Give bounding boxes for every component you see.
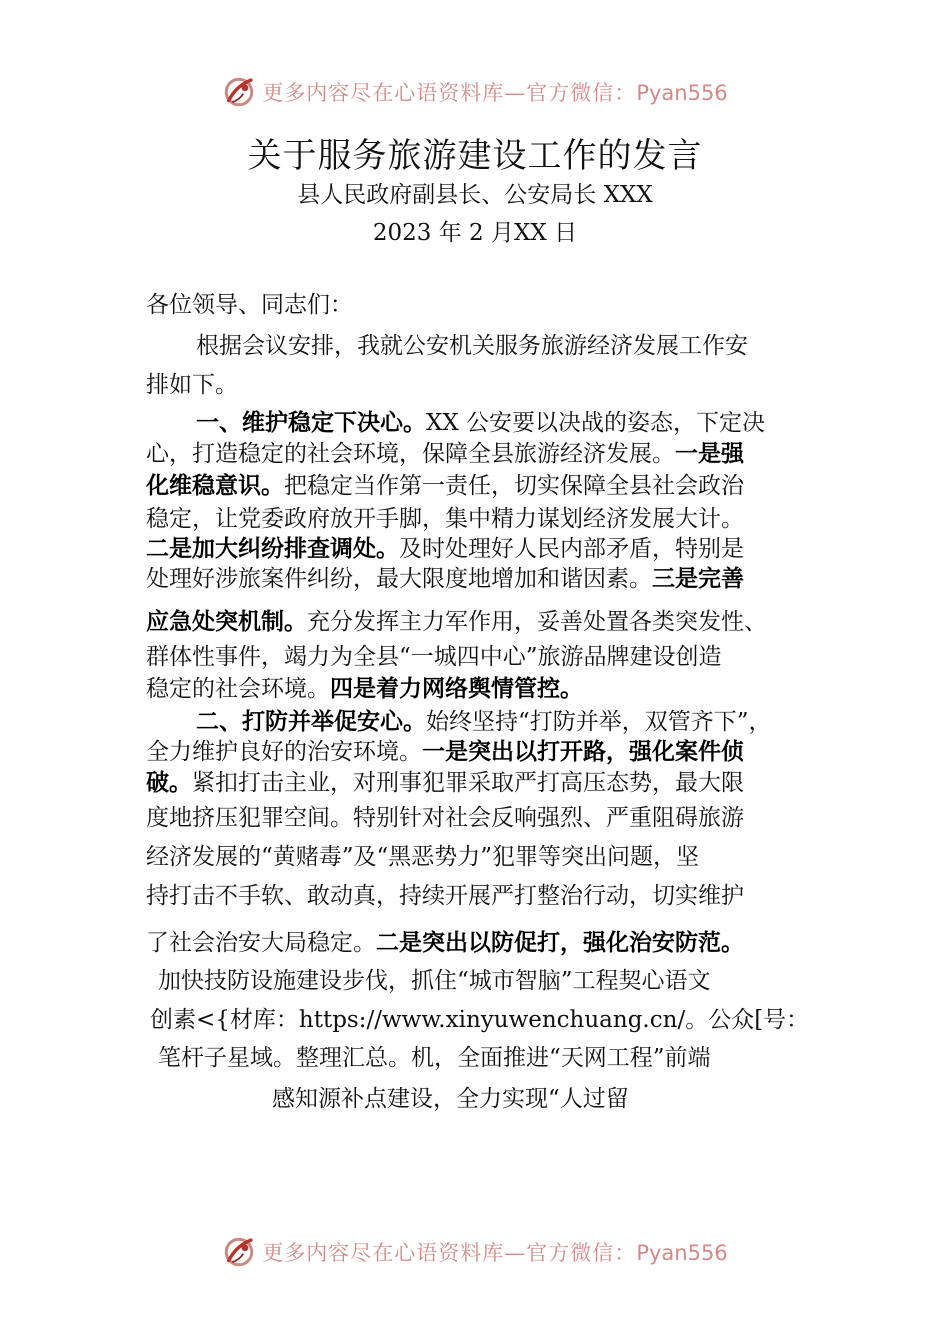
text-run: 及时处理好人民内部矛盾，特别是 [399,536,744,562]
watermark-header [0,72,950,112]
text-run: 排如下。 [146,372,238,398]
body-line [158,1046,711,1071]
bold-text-run: 二是突出以防促打，强化治安防范。 [376,930,744,956]
text-run: 经济发展的“黄赌毒”及“黑恶势力”犯罪等突出问题，坚 [146,844,700,870]
body-line [146,931,744,956]
body-line [146,474,744,499]
text-run: 了社会治安大局稳定。 [146,930,376,956]
bold-text-run: 一、维护稳定下决心。 [196,410,426,436]
watermark-text: 更多内容尽在心语资料库—官方微信：Pyan556 [262,81,728,105]
bold-text-run: 四是着力网络舆情管控。 [330,676,583,702]
date-line: 2023 年 2 月XX 日 [372,220,578,246]
body-line [196,411,765,436]
body-line [146,442,744,467]
text-run: XX 公安要以决战的姿态，下定决 [426,410,766,436]
body-line [146,373,238,398]
body-line [146,740,744,765]
bold-text-run: 二、打防并举促安心。 [196,709,426,735]
watermark-footer [0,1232,950,1272]
body-line [146,537,744,562]
body-line [146,884,744,909]
text-run: 持打击不手软、敢动真，持续开展严打整治行动，切实维护 [146,883,744,909]
body-line [146,845,699,870]
text-run: 稳定的社会环境。 [146,676,330,702]
body-line [146,567,744,592]
body-line [146,645,722,670]
text-run: 全力维护良好的治安环境。 [146,739,422,765]
body-line [146,610,767,635]
text-run: 充分发挥主力军作用，妥善处置各类突发性、 [307,609,767,635]
text-run: 群体性事件，竭力为全县“一城四中心”旅游品牌建设创造 [146,644,722,670]
body-line [272,1087,629,1112]
body-line [196,334,748,359]
brush-circle-logo-icon [222,1235,256,1269]
greeting: 各位领导、同志们： [146,292,353,318]
body-line [146,677,583,702]
body-line [146,806,744,831]
bold-text-run: 三是完善 [652,566,744,592]
watermark-code: Pyan556 [636,1241,728,1265]
body-line [146,507,744,532]
body-line [150,1008,809,1033]
bold-text-run: 应急处突机制。 [146,609,307,635]
document-title: 关于服务旅游建设工作的发言 [247,136,703,176]
text-run: 心，打造稳定的社会环境，保障全县旅游经济发展。 [146,441,675,467]
bold-text-run: 化维稳意识。 [146,473,284,499]
speaker-line: 县人民政府副县长、公安局长 XXX [297,182,653,208]
bold-text-run: 一是突出以打开路，强化案件侦 [422,739,744,765]
bold-text-run: 二是加大纠纷排查调处。 [146,536,399,562]
body-line [196,710,772,735]
text-run: 笔杆子星域。整理汇总。机，全面推进“天网工程”前端 [158,1045,711,1071]
text-run: 度地挤压犯罪空间。特别针对社会反响强烈、严重阻碍旅游 [146,805,744,831]
watermark-code: Pyan556 [636,81,728,105]
text-run: 稳定，让党委政府放开手脚，集中精力谋划经济发展大计。 [146,506,744,532]
text-run: 加快技防设施建设步伐，抓住“城市智脑”工程契心语文 [158,968,711,994]
text-run: 感知源补点建设，全力实现“人过留 [272,1086,629,1112]
body-line [146,771,744,796]
text-run: 始终坚持“打防并举，双管齐下”， [426,709,772,735]
text-run: 处理好涉旅案件纠纷，最大限度地增加和谐因素。 [146,566,652,592]
bold-text-run: 一是强 [675,441,744,467]
text-run: 紧扣打击主业，对刑事犯罪采取严打高压态势，最大限 [192,770,744,796]
text-run: 创素<{材库：https://www.xinyuwenchuang.cn/。公众[号： [150,1007,810,1033]
watermark-text: 更多内容尽在心语资料库—官方微信：Pyan556 [262,1241,728,1265]
body-line [158,969,711,994]
text-run: 把稳定当作第一责任，切实保障全县社会政治 [284,473,744,499]
bold-text-run: 破。 [146,770,192,796]
brush-circle-logo-icon [222,75,256,109]
text-run: 根据会议安排，我就公安机关服务旅游经济发展工作安 [196,333,748,359]
